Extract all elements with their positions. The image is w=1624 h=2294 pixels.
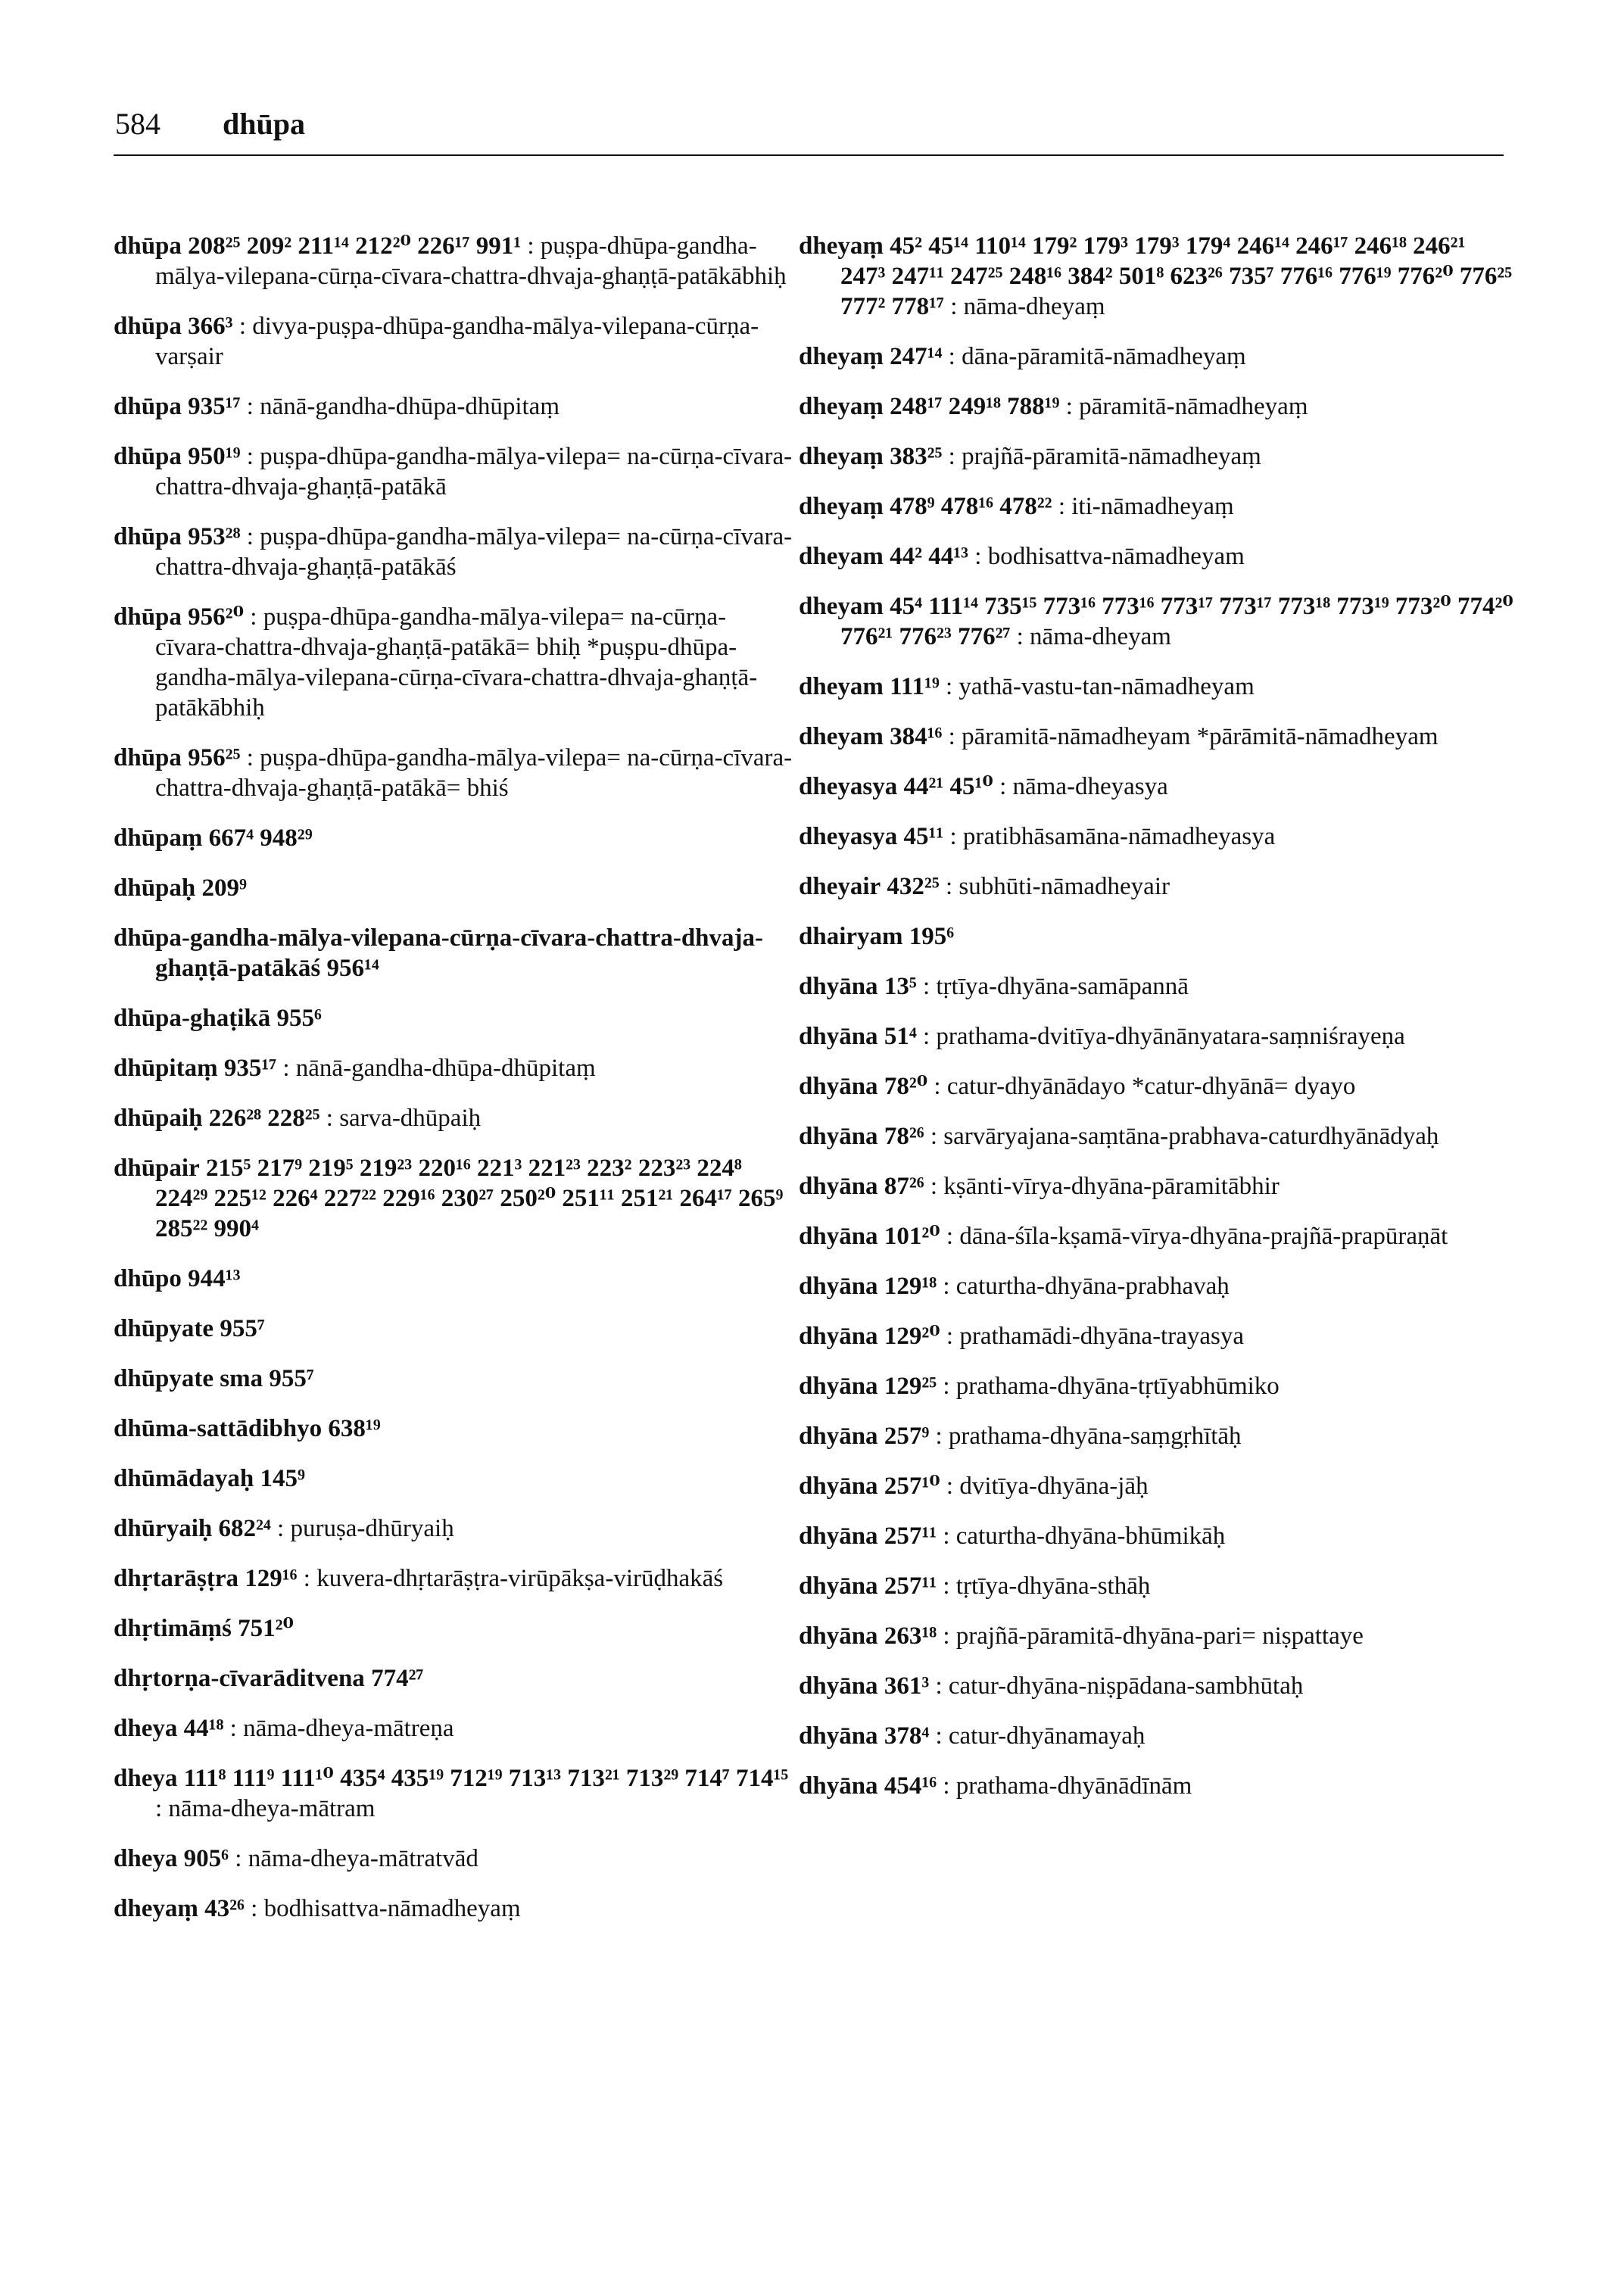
entry-gloss: nāma-dheya-mātreṇa [243,1715,454,1742]
index-entry: dhyāna 257¹¹ : caturtha-dhyāna-bhūmikāḥ [799,1523,1226,1550]
entry-gloss: caturtha-dhyāna-prabhavaḥ [955,1273,1230,1300]
entry-references: 905⁶ [183,1845,229,1872]
entry-headword: dhyāna [799,1073,878,1100]
entry-headword: dhyāna [799,1672,878,1700]
entry-gloss: prathama-dhyāna-tṛtīyabhūmiko [955,1373,1280,1400]
index-entry [114,823,795,853]
index-entry: dhyāna 78²⁶ : sarvāryajana-saṃtāna-prabhava-caturdhyānādyaḥ [799,1123,1439,1150]
entry-gloss: nāma-dheyaṃ [963,293,1105,320]
entry-references: 257¹¹ [884,1523,937,1550]
entry-gloss: puṣpa-dhūpa-gandha-mālya-vilepa= na-cūrṇa-cīvara-chattra-dhvaja-ghaṇṭā-patākā [155,443,793,500]
entry-references: 361³ [884,1672,930,1700]
index-entry: dhyāna 454¹⁶ : prathama-dhyānādīnām [799,1772,1192,1800]
entry-references: 944¹³ [188,1265,241,1292]
entry-gloss: catur-dhyānādayo *catur-dhyānā= dyayo [946,1073,1356,1100]
index-entry: dhṛtarāṣṭra 129¹⁶ : kuvera-dhṛtarāṣṭra-virūpākṣa-virūḍhakāś [114,1565,724,1592]
entry-references: 101²⁰ [884,1223,940,1250]
index-entry: dhūpa 935¹⁷ : nānā-gandha-dhūpa-dhūpitaṃ [114,393,560,420]
entry-gloss: pāramitā-nāmadheyam *pārāmitā-nāmadheyam [962,723,1439,750]
index-entry [114,923,795,983]
entry-headword: dhyāna [799,1423,878,1450]
index-entry: dheyaṃ 247¹⁴ : dāna-pāramitā-nāmadheyaṃ [799,343,1246,370]
entry-gloss: prathama-dvitīya-dhyānānyatara-saṃniśrayeṇa [936,1023,1405,1050]
entry-references: 955⁷ [269,1365,314,1392]
index-entry [114,1413,795,1444]
index-entry: dheyam 44² 44¹³ : bodhisattva-nāmadheyam [799,543,1245,570]
entry-headword: dhṛtorṇa-cīvarāditvena [114,1665,365,1692]
index-entry: dheyam 111¹⁹ : yathā-vastu-tan-nāmadheyam [799,673,1255,700]
entry-references: 87²⁶ [884,1173,924,1200]
entry-references: 454¹⁶ [884,1772,937,1800]
entry-gloss: sarvāryajana-saṃtāna-prabhava-caturdhyānādyaḥ [943,1123,1439,1150]
entry-headword: dheya [114,1715,178,1742]
entry-headword: dhūryaiḥ [114,1515,213,1542]
entry-headword: dhyāna [799,1473,878,1500]
entry-gloss: nāma-dheyasya [1012,773,1168,800]
entry-headword: dhūpa-gandha-mālya-vilepana-cūrṇa-cīvara-chattra-dhvaja-ghaṇṭā-patākāś [114,924,764,982]
entry-headword: dhūpair [114,1155,200,1182]
entry-references: 774²⁷ [371,1665,424,1692]
entry-headword: dhūmādayaḥ [114,1465,254,1492]
entry-headword: dhūpaḥ [114,874,196,902]
entry-gloss: puṣpa-dhūpa-gandha-mālya-vilepana-cūrṇa-cīvara-chattra-dhvaja-ghaṇṭā-patākābhiḥ [155,232,787,290]
entry-references: 45² 45¹⁴ 110¹⁴ 179² 179³ 179³ 179⁴ 246¹⁴ 246¹⁷ 246¹⁸ 246²¹ 247³ 247¹¹ 247²⁵ 248¹⁶ 384² 501⁸ 623²⁶ 735⁷ 776¹⁶ 776¹⁹ 776²⁰ 776²⁵ 777² 778¹⁷ [840,232,1513,320]
entry-headword: dhyāna [799,1173,878,1200]
entry-headword: dhūpa [114,232,182,260]
index-entry: dhūryaiḥ 682²⁴ : puruṣa-dhūryaiḥ [114,1515,454,1542]
index-entry: dhyāna 257¹⁰ : dvitīya-dhyāna-jāḥ [799,1473,1149,1500]
index-entry: dheyam 45⁴ 111¹⁴ 735¹⁵ 773¹⁶ 773¹⁶ 773¹⁷ 773¹⁷ 773¹⁸ 773¹⁹ 773²⁰ 774²⁰ 776²¹ 776²³ 776²⁷ : nāma-dheyam [799,593,1513,650]
entry-headword: dhyāna [799,1323,878,1350]
index-entry [114,1613,795,1644]
entry-references: 145⁹ [260,1465,305,1492]
entry-references: 667⁴ 948²⁹ [208,824,313,852]
index-entry: dhyāna 78²⁰ : catur-dhyānādayo *catur-dhyānā= dyayo [799,1073,1356,1100]
entry-gloss: nānā-gandha-dhūpa-dhūpitaṃ [260,393,560,420]
entry-references: 935¹⁷ [223,1055,277,1082]
index-entry [114,1663,795,1694]
entry-headword: dheya [114,1845,178,1872]
header-rule [114,154,1504,156]
entry-references: 195⁶ [909,923,955,950]
index-entry: dheya 905⁶ : nāma-dheya-mātratvād [114,1845,478,1872]
page-number: 584 [115,107,161,141]
entry-references: 44²¹ 45¹⁰ [903,773,993,800]
entry-headword: dhyāna [799,1023,878,1050]
entry-references: 51⁴ [884,1023,917,1050]
index-entry: dhūpa 956²⁵ : puṣpa-dhūpa-gandha-mālya-vilepa= na-cūrṇa-cīvara-chattra-dhvaja-ghaṇṭā-patākā= bhiś [114,744,793,802]
entry-headword: dhyāna [799,1722,878,1750]
index-entry: dheya 111⁸ 111⁹ 111¹⁰ 435⁴ 435¹⁹ 712¹⁹ 713¹³ 713²¹ 713²⁹ 714⁷ 714¹⁵ : nāma-dheya-mātram [114,1765,789,1822]
entry-headword: dhyāna [799,973,878,1000]
entry-gloss: catur-dhyānamayaḥ [948,1722,1146,1750]
entry-references: 111⁸ 111⁹ 111¹⁰ 435⁴ 435¹⁹ 712¹⁹ 713¹³ 713²¹ 713²⁹ 714⁷ 714¹⁵ [183,1765,789,1792]
entry-gloss: yathā-vastu-tan-nāmadheyam [959,673,1255,700]
index-entry: dhūpa 953²⁸ : puṣpa-dhūpa-gandha-mālya-vilepa= na-cūrṇa-cīvara-chattra-dhvaja-ghaṇṭā-patākāś [114,523,793,581]
entry-gloss: catur-dhyāna-niṣpādana-sambhūtaḥ [948,1672,1304,1700]
entry-gloss: caturtha-dhyāna-bhūmikāḥ [955,1523,1226,1550]
entry-headword: dhūpa-ghaṭikā [114,1005,271,1032]
entry-references: 383²⁵ [890,443,943,470]
index-entry [114,1314,795,1344]
entry-headword: dhūpa [114,744,182,771]
entry-headword: dheya [114,1765,178,1792]
entry-references: 129¹⁸ [884,1273,937,1300]
index-entry [114,1364,795,1394]
entry-references: 43²⁶ [204,1895,245,1922]
entry-gloss: dvitīya-dhyāna-jāḥ [959,1473,1149,1500]
index-entry: dhyāna 129²⁰ : prathamādi-dhyāna-trayasya [799,1323,1244,1350]
entry-references: 208²⁵ 209² 211¹⁴ 212²⁰ 226¹⁷ 991¹ [188,232,522,260]
index-entry: dhūpitaṃ 935¹⁷ : nānā-gandha-dhūpa-dhūpitaṃ [114,1055,596,1082]
entry-references: 956²⁰ [188,603,245,631]
index-entry: dheya 44¹⁸ : nāma-dheya-mātreṇa [114,1715,454,1742]
index-entry [114,873,795,903]
entry-headword: dheyam [799,723,884,750]
entry-references: 44² 44¹³ [890,543,969,570]
entry-gloss: puruṣa-dhūryaiḥ [290,1515,454,1542]
entry-references: 247¹⁴ [890,343,943,370]
entry-references: 257¹¹ [884,1572,937,1600]
entry-gloss: pāramitā-nāmadheyaṃ [1079,393,1308,420]
entry-headword: dheyasya [799,773,898,800]
index-entry: dheyair 432²⁵ : subhūti-nāmadheyair [799,873,1170,900]
entry-headword: dhūpo [114,1265,182,1292]
running-headword: dhūpa [223,107,305,141]
entry-gloss: prathamādi-dhyāna-trayasya [959,1323,1244,1350]
entry-gloss: prajñā-pāramitā-dhyāna-pari= niṣpattaye [955,1622,1364,1650]
entry-gloss: puṣpa-dhūpa-gandha-mālya-vilepa= na-cūrṇa-cīvara-chattra-dhvaja-ghaṇṭā-patākā= bhiś [155,744,793,802]
page-header [115,106,305,142]
entry-gloss: prajñā-pāramitā-nāmadheyaṃ [962,443,1261,470]
index-entry: dheyam 384¹⁶ : pāramitā-nāmadheyam *pārāmitā-nāmadheyam [799,723,1439,750]
entry-headword: dhyāna [799,1523,878,1550]
entry-gloss: bodhisattva-nāmadheyam [987,543,1245,570]
index-entry: dheyaṃ 478⁹ 478¹⁶ 478²² : iti-nāmadheyaṃ [799,493,1234,520]
index-entry: dhyāna 101²⁰ : dāna-śīla-kṣamā-vīrya-dhyāna-prajñā-prapūraṇāt [799,1223,1448,1250]
index-entry [114,1003,795,1033]
index-entry [114,1153,795,1244]
entry-references: 209⁹ [201,874,247,902]
entry-headword: dhyāna [799,1223,878,1250]
entry-headword: dhyāna [799,1123,878,1150]
entry-headword: dheyasya [799,823,898,850]
entry-references: 248¹⁷ 249¹⁸ 788¹⁹ [890,393,1060,420]
entry-references: 955⁶ [276,1005,322,1032]
entry-headword: dheyam [799,543,884,570]
entry-references: 257⁹ [884,1423,930,1450]
entry-gloss: kṣānti-vīrya-dhyāna-pāramitābhir [943,1173,1280,1200]
index-entry: dheyasya 44²¹ 45¹⁰ : nāma-dheyasya [799,773,1168,800]
entry-headword: dhairyam [799,923,903,950]
index-entry: dhyāna 129¹⁸ : caturtha-dhyāna-prabhavaḥ [799,1273,1230,1300]
entry-gloss: nāma-dheya-mātram [168,1795,376,1822]
right-column [799,231,1514,1821]
entry-references: 44¹⁸ [183,1715,224,1742]
entry-headword: dhṛtarāṣṭra [114,1565,238,1592]
entry-gloss: kuvera-dhṛtarāṣṭra-virūpākṣa-virūḍhakāś [316,1565,724,1592]
entry-headword: dhyāna [799,1273,878,1300]
index-entry [799,921,1514,952]
entry-headword: dheyaṃ [114,1895,198,1922]
entry-headword: dhūpyate [114,1315,214,1342]
entry-headword: dhūpa [114,523,182,550]
left-column [114,231,795,1943]
entry-references: 935¹⁷ [188,393,241,420]
index-entry: dheyaṃ 45² 45¹⁴ 110¹⁴ 179² 179³ 179³ 179⁴ 246¹⁴ 246¹⁷ 246¹⁸ 246²¹ 247³ 247¹¹ 247²⁵ 248¹⁶ 384² 501⁸ 623²⁶ 735⁷ 776¹⁶ 776¹⁹ 776²⁰ 776²⁵ 777² 778¹⁷ : nāma-dheyaṃ [799,232,1513,320]
entry-gloss: prathama-dhyānādīnām [955,1772,1192,1800]
entry-references: 956²⁵ [188,744,241,771]
entry-references: 226²⁸ 228²⁵ [208,1105,320,1132]
entry-references: 129²⁰ [884,1323,940,1350]
entry-headword: dheyaṃ [799,443,884,470]
entry-references: 78²⁶ [884,1123,924,1150]
entry-headword: dheyaṃ [799,493,884,520]
entry-headword: dheyaṃ [799,393,884,420]
index-entry: dheyaṃ 383²⁵ : prajñā-pāramitā-nāmadheyaṃ [799,443,1261,470]
entry-gloss: dāna-śīla-kṣamā-vīrya-dhyāna-prajñā-prapūraṇāt [959,1223,1448,1250]
entry-gloss: divya-puṣpa-dhūpa-gandha-mālya-vilepana-cūrṇa-varṣair [155,313,759,370]
entry-headword: dhūpaṃ [114,824,203,852]
index-entry [114,1463,795,1494]
index-entry: dhyāna 51⁴ : prathama-dvitīya-dhyānānyatara-saṃniśrayeṇa [799,1023,1405,1050]
entry-references: 129²⁵ [884,1373,937,1400]
entry-references: 432²⁵ [887,873,940,900]
entry-headword: dheyaṃ [799,343,884,370]
index-entry [114,1264,795,1294]
entry-headword: dhūpa [114,443,182,470]
index-entry: dhyāna 257¹¹ : tṛtīya-dhyāna-sthāḥ [799,1572,1151,1600]
entry-references: 478⁹ 478¹⁶ 478²² [890,493,1052,520]
index-entry: dhyāna 263¹⁸ : prajñā-pāramitā-dhyāna-pari= niṣpattaye [799,1622,1364,1650]
index-entry: dhūpaiḥ 226²⁸ 228²⁵ : sarva-dhūpaiḥ [114,1105,482,1132]
entry-headword: dhūpa [114,313,182,340]
index-entry: dhūpa 208²⁵ 209² 211¹⁴ 212²⁰ 226¹⁷ 991¹ : puṣpa-dhūpa-gandha-mālya-vilepana-cūrṇa-cīvara-chattra-dhvaja-ghaṇṭā-patākābhiḥ [114,232,787,290]
entry-headword: dheyaṃ [799,232,884,260]
entry-gloss: pratibhāsamāna-nāmadheyasya [962,823,1276,850]
entry-headword: dhūpa [114,393,182,420]
entry-headword: dhyāna [799,1622,878,1650]
entry-gloss: nāma-dheya-mātratvād [248,1845,478,1872]
entry-references: 638¹⁹ [328,1415,381,1442]
index-entry: dhyāna 257⁹ : prathama-dhyāna-saṃgṛhītāḥ [799,1423,1242,1450]
entry-gloss: puṣpa-dhūpa-gandha-mālya-vilepa= na-cūrṇa-cīvara-chattra-dhvaja-ghaṇṭā-patākāś [155,523,793,581]
entry-gloss: dāna-pāramitā-nāmadheyaṃ [962,343,1246,370]
entry-headword: dhyāna [799,1572,878,1600]
entry-references: 45¹¹ [903,823,944,850]
entry-references: 78²⁰ [884,1073,928,1100]
entry-references: 13⁵ [884,973,917,1000]
entry-references: 215⁵ 217⁹ 219⁵ 219²³ 220¹⁶ 221³ 221²³ 223² 223²³ 224⁸ 224²⁹ 225¹² 226⁴ 227²² 229¹⁶ 230²⁷ 250²⁰ 251¹¹ 251²¹ 264¹⁷ 265⁹ 285²² 990⁴ [155,1155,784,1242]
entry-gloss: prathama-dhyāna-saṃgṛhītāḥ [948,1423,1242,1450]
entry-gloss: subhūti-nāmadheyair [959,873,1170,900]
index-entry: dheyaṃ 248¹⁷ 249¹⁸ 788¹⁹ : pāramitā-nāmadheyaṃ [799,393,1308,420]
entry-references: 45⁴ 111¹⁴ 735¹⁵ 773¹⁶ 773¹⁶ 773¹⁷ 773¹⁷ 773¹⁸ 773¹⁹ 773²⁰ 774²⁰ 776²¹ 776²³ 776²⁷ [840,593,1513,650]
entry-references: 956¹⁴ [326,955,379,982]
entry-headword: dhyāna [799,1373,878,1400]
index-entry: dhyāna 361³ : catur-dhyāna-niṣpādana-sambhūtaḥ [799,1672,1304,1700]
entry-headword: dheyam [799,593,884,620]
index-entry: dhyāna 13⁵ : tṛtīya-dhyāna-samāpannā [799,973,1189,1000]
entry-headword: dhṛtimāṃś [114,1615,232,1642]
index-entry: dhūpa 366³ : divya-puṣpa-dhūpa-gandha-mālya-vilepana-cūrṇa-varṣair [114,313,759,370]
entry-headword: dhūpitaṃ [114,1055,218,1082]
entry-gloss: puṣpa-dhūpa-gandha-mālya-vilepa= na-cūrṇa-cīvara-chattra-dhvaja-ghaṇṭā-patākā= bhiḥ *puṣpu-dhūpa-gandha-mālya-vilepana-cūrṇa-cīvara-chattra-dhvaja-ghaṇṭā-patākābhiḥ [155,603,758,722]
entry-references: 955⁷ [220,1315,265,1342]
index-entry: dhūpa 950¹⁹ : puṣpa-dhūpa-gandha-mālya-vilepa= na-cūrṇa-cīvara-chattra-dhvaja-ghaṇṭā-patākā [114,443,793,500]
entry-references: 111¹⁹ [890,673,940,700]
entry-gloss: tṛtīya-dhyāna-sthāḥ [955,1572,1151,1600]
entry-headword: dhyāna [799,1772,878,1800]
entry-headword: dheyair [799,873,881,900]
entry-headword: dhūpyate sma [114,1365,263,1392]
entry-references: 751²⁰ [238,1615,294,1642]
entry-headword: dhūpaiḥ [114,1105,203,1132]
index-entry: dhyāna 87²⁶ : kṣānti-vīrya-dhyāna-pāramitābhir [799,1173,1280,1200]
index-entry: dheyaṃ 43²⁶ : bodhisattva-nāmadheyaṃ [114,1895,521,1922]
entry-references: 950¹⁹ [188,443,241,470]
index-entry: dhyāna 378⁴ : catur-dhyānamayaḥ [799,1722,1146,1750]
entry-references: 129¹⁶ [245,1565,298,1592]
entry-headword: dheyam [799,673,884,700]
entry-references: 257¹⁰ [884,1473,940,1500]
entry-gloss: sarva-dhūpaiḥ [339,1105,482,1132]
entry-references: 378⁴ [884,1722,930,1750]
index-entry: dhyāna 129²⁵ : prathama-dhyāna-tṛtīyabhūmiko [799,1373,1280,1400]
index-entry: dheyasya 45¹¹ : pratibhāsamāna-nāmadheyasya [799,823,1276,850]
entry-gloss: iti-nāmadheyaṃ [1071,493,1234,520]
entry-references: 953²⁸ [188,523,241,550]
index-entry: dhūpa 956²⁰ : puṣpa-dhūpa-gandha-mālya-vilepa= na-cūrṇa-cīvara-chattra-dhvaja-ghaṇṭā-patākā= bhiḥ *puṣpu-dhūpa-gandha-mālya-vilepana-cūrṇa-cīvara-chattra-dhvaja-ghaṇṭā-patākābhiḥ [114,603,758,722]
entry-references: 263¹⁸ [884,1622,937,1650]
entry-gloss: bodhisattva-nāmadheyaṃ [263,1895,521,1922]
entry-gloss: nānā-gandha-dhūpa-dhūpitaṃ [295,1055,596,1082]
entry-references: 384¹⁶ [890,723,943,750]
entry-references: 682²⁴ [218,1515,271,1542]
entry-references: 366³ [188,313,233,340]
entry-headword: dhūma-sattādibhyo [114,1415,323,1442]
entry-headword: dhūpa [114,603,182,631]
entry-gloss: nāma-dheyam [1030,623,1171,650]
entry-gloss: tṛtīya-dhyāna-samāpannā [936,973,1189,1000]
